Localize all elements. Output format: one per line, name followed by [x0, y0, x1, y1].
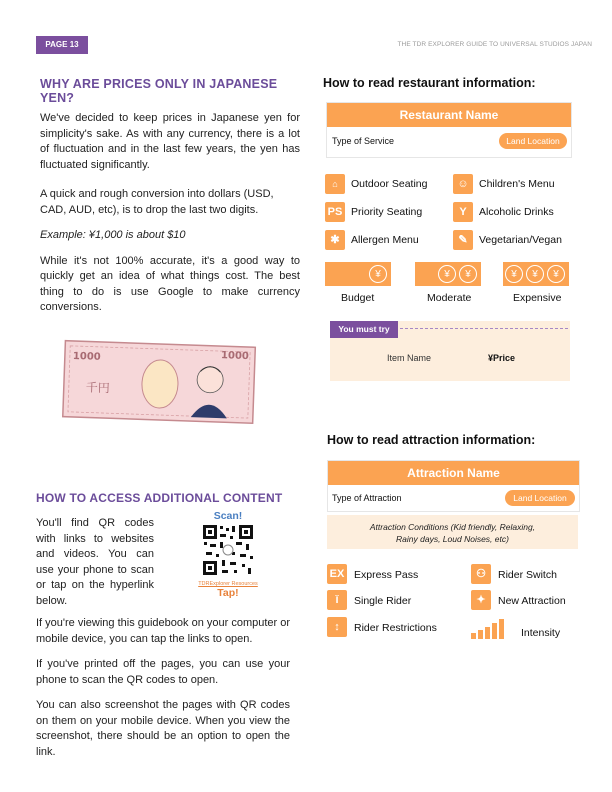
price-label: Moderate: [427, 292, 472, 304]
new-attraction-icon: ✦: [471, 590, 491, 610]
intensity-icon: [471, 617, 513, 639]
restaurant-name-bar: Restaurant Name: [327, 103, 571, 127]
restaurant-card-example: [326, 102, 572, 158]
must-try-tab: You must try: [330, 321, 398, 338]
must-try-item-name: Item Name: [387, 353, 432, 363]
yen-coin-icon: ¥: [459, 265, 477, 283]
alcoholic-drinks-icon: Y: [453, 202, 473, 222]
price-level-moderate: [415, 262, 481, 304]
restaurant-heading: How to read restaurant information:: [323, 76, 536, 90]
yen-coin-icon: ¥: [526, 265, 544, 283]
additional-paragraph-3: You can also screenshot the pages with QR codes on them on your mobile device. When you view the screenshot, there should be an option to open the link.: [36, 699, 290, 758]
prices-paragraph-1: We've decided to keep prices in Japanese yen for simplicity's sake. As with any currency, there is a lot of fluctuation and in the last few years, the yen has fluctuated significantly.: [40, 112, 300, 171]
yen-coin-icon: ¥: [438, 265, 456, 283]
prices-heading: WHY ARE PRICES ONLY IN JAPANESE YEN?: [40, 77, 278, 105]
additional-paragraphs: [36, 616, 290, 760]
scan-label: Scan!: [213, 510, 243, 522]
banknote-kanji: 千円: [85, 380, 111, 396]
single-rider-icon: ǐ: [327, 590, 347, 610]
vegetarian-icon: ✎: [453, 230, 473, 250]
qr-block: [192, 510, 264, 599]
rider-switch-icon: ⚇: [471, 564, 491, 584]
price-level-expensive: [503, 262, 569, 304]
prices-paragraph-3: While it's not 100% accurate, it's a good way to quickly get an idea of what things cost. The best thing to do is use Google to make currency conversions.: [40, 254, 300, 313]
tap-label: Tap!: [217, 587, 239, 599]
attraction-location-pill: Land Location: [505, 490, 575, 506]
attraction-card-example: [327, 460, 580, 512]
attraction-conditions-box: Attraction Conditions (Kid friendly, Relaxing, Rainy days, Loud Noises, etc): [327, 515, 578, 549]
attraction-heading: How to read attraction information:: [327, 433, 536, 447]
childrens-menu-icon: ☺: [453, 174, 473, 194]
additional-paragraph-1: If you're viewing this guidebook on your computer or mobile device, you can tap the links to open.: [36, 617, 291, 645]
prices-example: Example: ¥1,000 is about $10: [40, 229, 186, 241]
prices-section: [40, 77, 300, 316]
resources-link[interactable]: TDRExplorer Resources: [198, 581, 258, 587]
prices-paragraph-2: A quick and rough conversion into dollars (USD, CAD, AUD, etc), is to drop the last two digits.: [40, 188, 274, 216]
attraction-type-label: Type of Attraction: [332, 493, 402, 503]
allergen-menu-icon: ✱: [325, 230, 345, 250]
guide-title: THE TDR EXPLORER GUIDE TO UNIVERSAL STUDIOS JAPAN: [397, 41, 592, 48]
price-box: [415, 262, 481, 286]
rider-restrictions-icon: ↕: [327, 617, 347, 637]
outdoor-seating-icon: ⌂: [325, 174, 345, 194]
price-label: Expensive: [513, 292, 562, 304]
price-box: [503, 262, 569, 286]
express-pass-icon: EX: [327, 564, 347, 584]
banknote-value-right: 1000: [220, 350, 250, 363]
price-box: [325, 262, 391, 286]
must-try-divider: [400, 328, 568, 329]
price-label: Budget: [341, 292, 375, 304]
attraction-name-bar: Attraction Name: [328, 461, 579, 485]
restaurant-location-pill: Land Location: [499, 133, 567, 149]
priority-seating-icon: PS: [325, 202, 345, 222]
yen-coin-icon: ¥: [369, 265, 387, 283]
must-try-box: [330, 321, 570, 381]
price-level-budget: [325, 262, 391, 304]
additional-intro: You'll find QR codes with links to websites and videos. You can use your phone to scan or tap on the hyperlink below.: [36, 517, 154, 607]
yen-banknote-illustration: [60, 338, 260, 428]
banknote-value-left: 1000: [72, 350, 101, 363]
qr-code[interactable]: [202, 524, 254, 576]
additional-content-heading: HOW TO ACCESS ADDITIONAL CONTENT: [36, 491, 283, 505]
additional-paragraph-2: If you've printed off the pages, you can use your phone to scan the QR codes to open.: [36, 658, 290, 686]
yen-coin-icon: ¥: [505, 265, 523, 283]
yen-coin-icon: ¥: [547, 265, 565, 283]
page-number-badge: PAGE 13: [36, 36, 88, 54]
must-try-item-price: ¥Price: [488, 353, 516, 363]
restaurant-type-label: Type of Service: [332, 136, 395, 146]
